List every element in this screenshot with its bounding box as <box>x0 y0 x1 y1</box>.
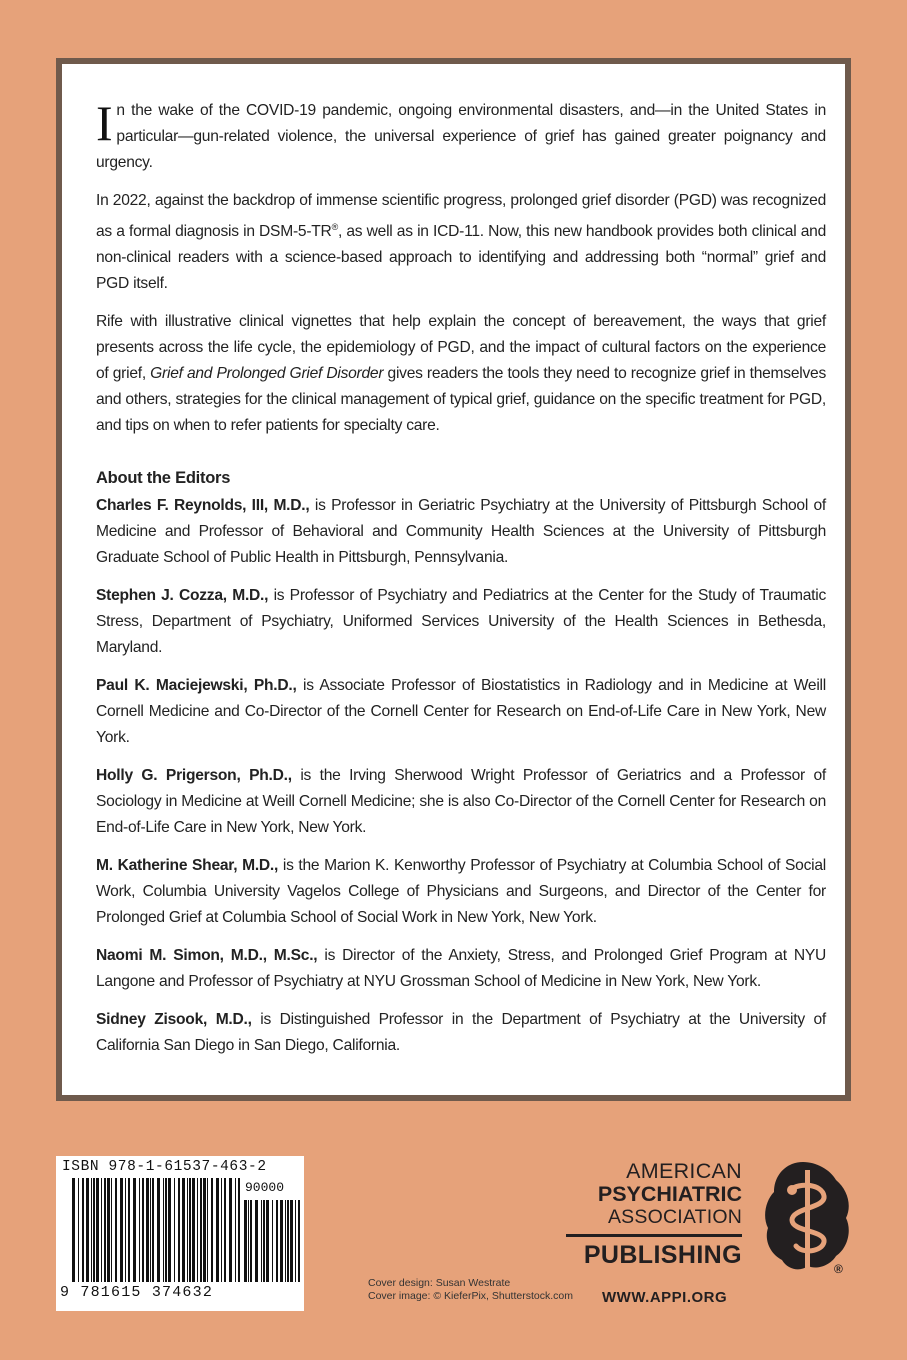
barcode-bar <box>250 1200 252 1282</box>
editor-name: Sidney Zisook, M.D., <box>96 1011 252 1029</box>
drop-cap: I <box>96 95 113 151</box>
registered-trademark: ® <box>834 1262 843 1276</box>
editor-name: Stephen J. Cozza, M.D., <box>96 587 269 605</box>
barcode-bar <box>244 1200 247 1282</box>
barcode-bar <box>248 1200 249 1282</box>
barcode-bar <box>189 1178 191 1282</box>
cover-design-credit: Cover design: Susan Westrate <box>368 1277 511 1289</box>
editor-description: is Distinguished Professor in the Department of Psychiatry at the University of California San Diego in San Diego, California. <box>96 1011 826 1055</box>
barcode-bar <box>163 1178 164 1282</box>
editor-description: is Associate Professor of Biostatistics in Radiology and in Medicine at Weill Cornell Medicine and Co-Director of the Cornell Center for Research on End-of-Life Care in New York, New York. <box>96 677 826 747</box>
barcode-bar <box>266 1200 269 1282</box>
intro-paragraph-3 <box>96 309 826 439</box>
barcode-bar <box>200 1178 202 1282</box>
barcode-bar <box>280 1200 283 1282</box>
editor-bio <box>96 763 826 841</box>
barcode-bar <box>111 1178 112 1282</box>
barcode-bar <box>157 1178 160 1282</box>
editor-name: M. Katherine Shear, M.D., <box>96 857 279 875</box>
barcode-bar <box>182 1178 185 1282</box>
barcode-bar <box>96 1178 99 1282</box>
back-cover-text <box>96 95 827 1071</box>
barcode-bar <box>221 1178 222 1282</box>
barcode-bar <box>168 1178 171 1282</box>
publisher-line-2: PSYCHIATRIC <box>597 1182 742 1206</box>
registered-mark: ® <box>331 222 338 232</box>
intro-p1-text: n the wake of the COVID-19 pandemic, ongoing environmental disasters, and—in the United States in particular—gun-related violence, the universal experience of grief has gained greater poignancy and urgency. <box>96 102 826 171</box>
barcode-bar <box>128 1178 130 1282</box>
barcode-bar <box>133 1178 136 1282</box>
barcode-bar <box>272 1200 273 1282</box>
barcode-bar <box>203 1178 206 1282</box>
barcode-bar <box>187 1178 188 1282</box>
publisher-line-3: ASSOCIATION <box>607 1206 742 1228</box>
cover-image-credit: Cover image: © KieferPix, Shutterstock.com <box>368 1290 573 1302</box>
editor-description: is the Marion K. Kenworthy Professor of Psychiatry at Columbia School of Social Work, Columbia University Vagelos College of Physicians and Surgeons, and Director of the Center for Prolonged Grief at Columbia School of Social Work in New York, New York. <box>96 857 826 927</box>
editor-description: is Director of the Anxiety, Stress, and Prolonged Grief Program at NYU Langone and Professor of Psychiatry at NYU Grossman School of Medicine in New York, New York. <box>96 947 826 991</box>
editor-bio <box>96 853 826 931</box>
publisher-wordmark <box>566 1160 742 1268</box>
barcode-bar <box>146 1178 149 1282</box>
barcode-bar <box>178 1178 180 1282</box>
editor-name: Charles F. Reynolds, III, M.D., <box>96 497 310 515</box>
barcode-bar <box>295 1200 296 1282</box>
intro-paragraph-2 <box>96 188 826 297</box>
barcode-bar <box>165 1178 167 1282</box>
barcode-bar <box>211 1178 213 1282</box>
barcode-bar <box>192 1178 195 1282</box>
editor-list <box>96 493 826 1059</box>
barcode-bar <box>82 1178 84 1282</box>
barcode-bar <box>197 1178 198 1282</box>
barcode-bar <box>235 1178 236 1282</box>
cover-credits <box>368 1277 573 1303</box>
editor-bio <box>96 943 826 995</box>
editor-description: is the Irving Sherwood Wright Professor of Geriatrics and a Professor of Sociology in Medicine at Weill Cornell Medicine; she is also Co-Director of the Cornell Center for Research on End-of-Life Care in New York, New York. <box>96 767 826 837</box>
intro-p3-text-a: Rife with illustrative clinical vignettes that help explain the concept of bereavement, the ways that grief presents across the life cycle, the epidemiology of PGD, and the impact of cultural factors on the experience of grief, <box>96 313 826 383</box>
editor-bio <box>96 1007 826 1059</box>
barcode-bar <box>107 1178 110 1282</box>
intro-paragraph-1 <box>96 95 826 176</box>
editor-bio <box>96 583 826 661</box>
barcode-bar <box>86 1178 89 1282</box>
barcode-bar <box>101 1178 102 1282</box>
barcode-bar <box>152 1178 154 1282</box>
editor-bio <box>96 673 826 751</box>
barcode-bar <box>229 1178 232 1282</box>
publisher-divider <box>566 1234 742 1237</box>
book-title-italic: Grief and Prolonged Grief Disorder <box>150 365 384 383</box>
barcode-bar <box>91 1178 92 1282</box>
intro-p3-text-b: gives readers the tools they need to recognize grief in themselves and others, strategies for the clinical management of typical grief, guidance on the specific treatment for PGD, and tips on when to refer patients for specialty care. <box>96 365 827 435</box>
barcode-bar <box>298 1200 300 1282</box>
barcode-area <box>56 1156 304 1311</box>
barcode-bar <box>93 1178 95 1282</box>
ean-digits: 9 781615 374632 <box>60 1284 214 1301</box>
barcode-bar <box>287 1200 289 1282</box>
barcode-bar <box>142 1178 144 1282</box>
barcode-bar <box>72 1178 75 1282</box>
editor-name: Holly G. Prigerson, Ph.D., <box>96 767 292 785</box>
editor-name: Naomi M. Simon, M.D., M.Sc., <box>96 947 318 965</box>
barcode-bar <box>115 1178 117 1282</box>
barcode-bar <box>216 1178 219 1282</box>
editor-name: Paul K. Maciejewski, Ph.D., <box>96 677 297 695</box>
barcode-bar <box>174 1178 175 1282</box>
barcode-bar <box>276 1200 278 1282</box>
editor-description: is Professor of Psychiatry and Pediatrics at the Center for the Study of Traumatic Stress, Department of Psychiatry, Uniformed Services University of the Health Sciences in Bethesda, Maryland. <box>96 587 826 657</box>
barcode-bar <box>125 1178 126 1282</box>
barcode-bar <box>120 1178 123 1282</box>
publisher-line-1: AMERICAN <box>626 1159 742 1183</box>
about-editors-heading: About the Editors <box>96 469 231 488</box>
price-code: 90000 <box>244 1180 284 1195</box>
barcode-bar <box>238 1178 240 1282</box>
barcode-bar <box>224 1178 226 1282</box>
intro-p2-text-b: , as well as in ICD-11. Now, this new handbook provides both clinical and non-clinical readers with a science-based approach to identifying and addressing both “normal” grief and PGD itself. <box>96 223 827 293</box>
intro-p2-text-a: In 2022, against the backdrop of immense scientific progress, prolonged grief disorder (PGD) was recognized as a formal diagnosis in DSM-5-TR <box>96 192 826 241</box>
barcode-bar <box>263 1200 265 1282</box>
barcode-bar <box>255 1200 258 1282</box>
barcode-bar <box>207 1178 208 1282</box>
publisher-website: WWW.APPI.ORG <box>602 1289 728 1306</box>
barcode-bar <box>139 1178 140 1282</box>
isbn-label: ISBN 978-1-61537-463-2 <box>62 1159 267 1175</box>
description-panel <box>56 58 851 1101</box>
editor-bio <box>96 493 826 571</box>
barcode-bar <box>104 1178 106 1282</box>
publisher-line-4: PUBLISHING <box>583 1241 742 1269</box>
barcode-bar <box>285 1200 286 1282</box>
barcode-bar <box>290 1200 293 1282</box>
barcode-bar <box>261 1200 262 1282</box>
editor-description: is Professor in Geriatric Psychiatry at the University of Pittsburgh School of Medicine and Professor of Behavioral and Community Health Sciences at the University of Pittsburgh Graduate School of Public Health in Pittsburgh, Pennsylvania. <box>96 497 826 567</box>
barcode-bar <box>78 1178 79 1282</box>
barcode-bar <box>150 1178 151 1282</box>
